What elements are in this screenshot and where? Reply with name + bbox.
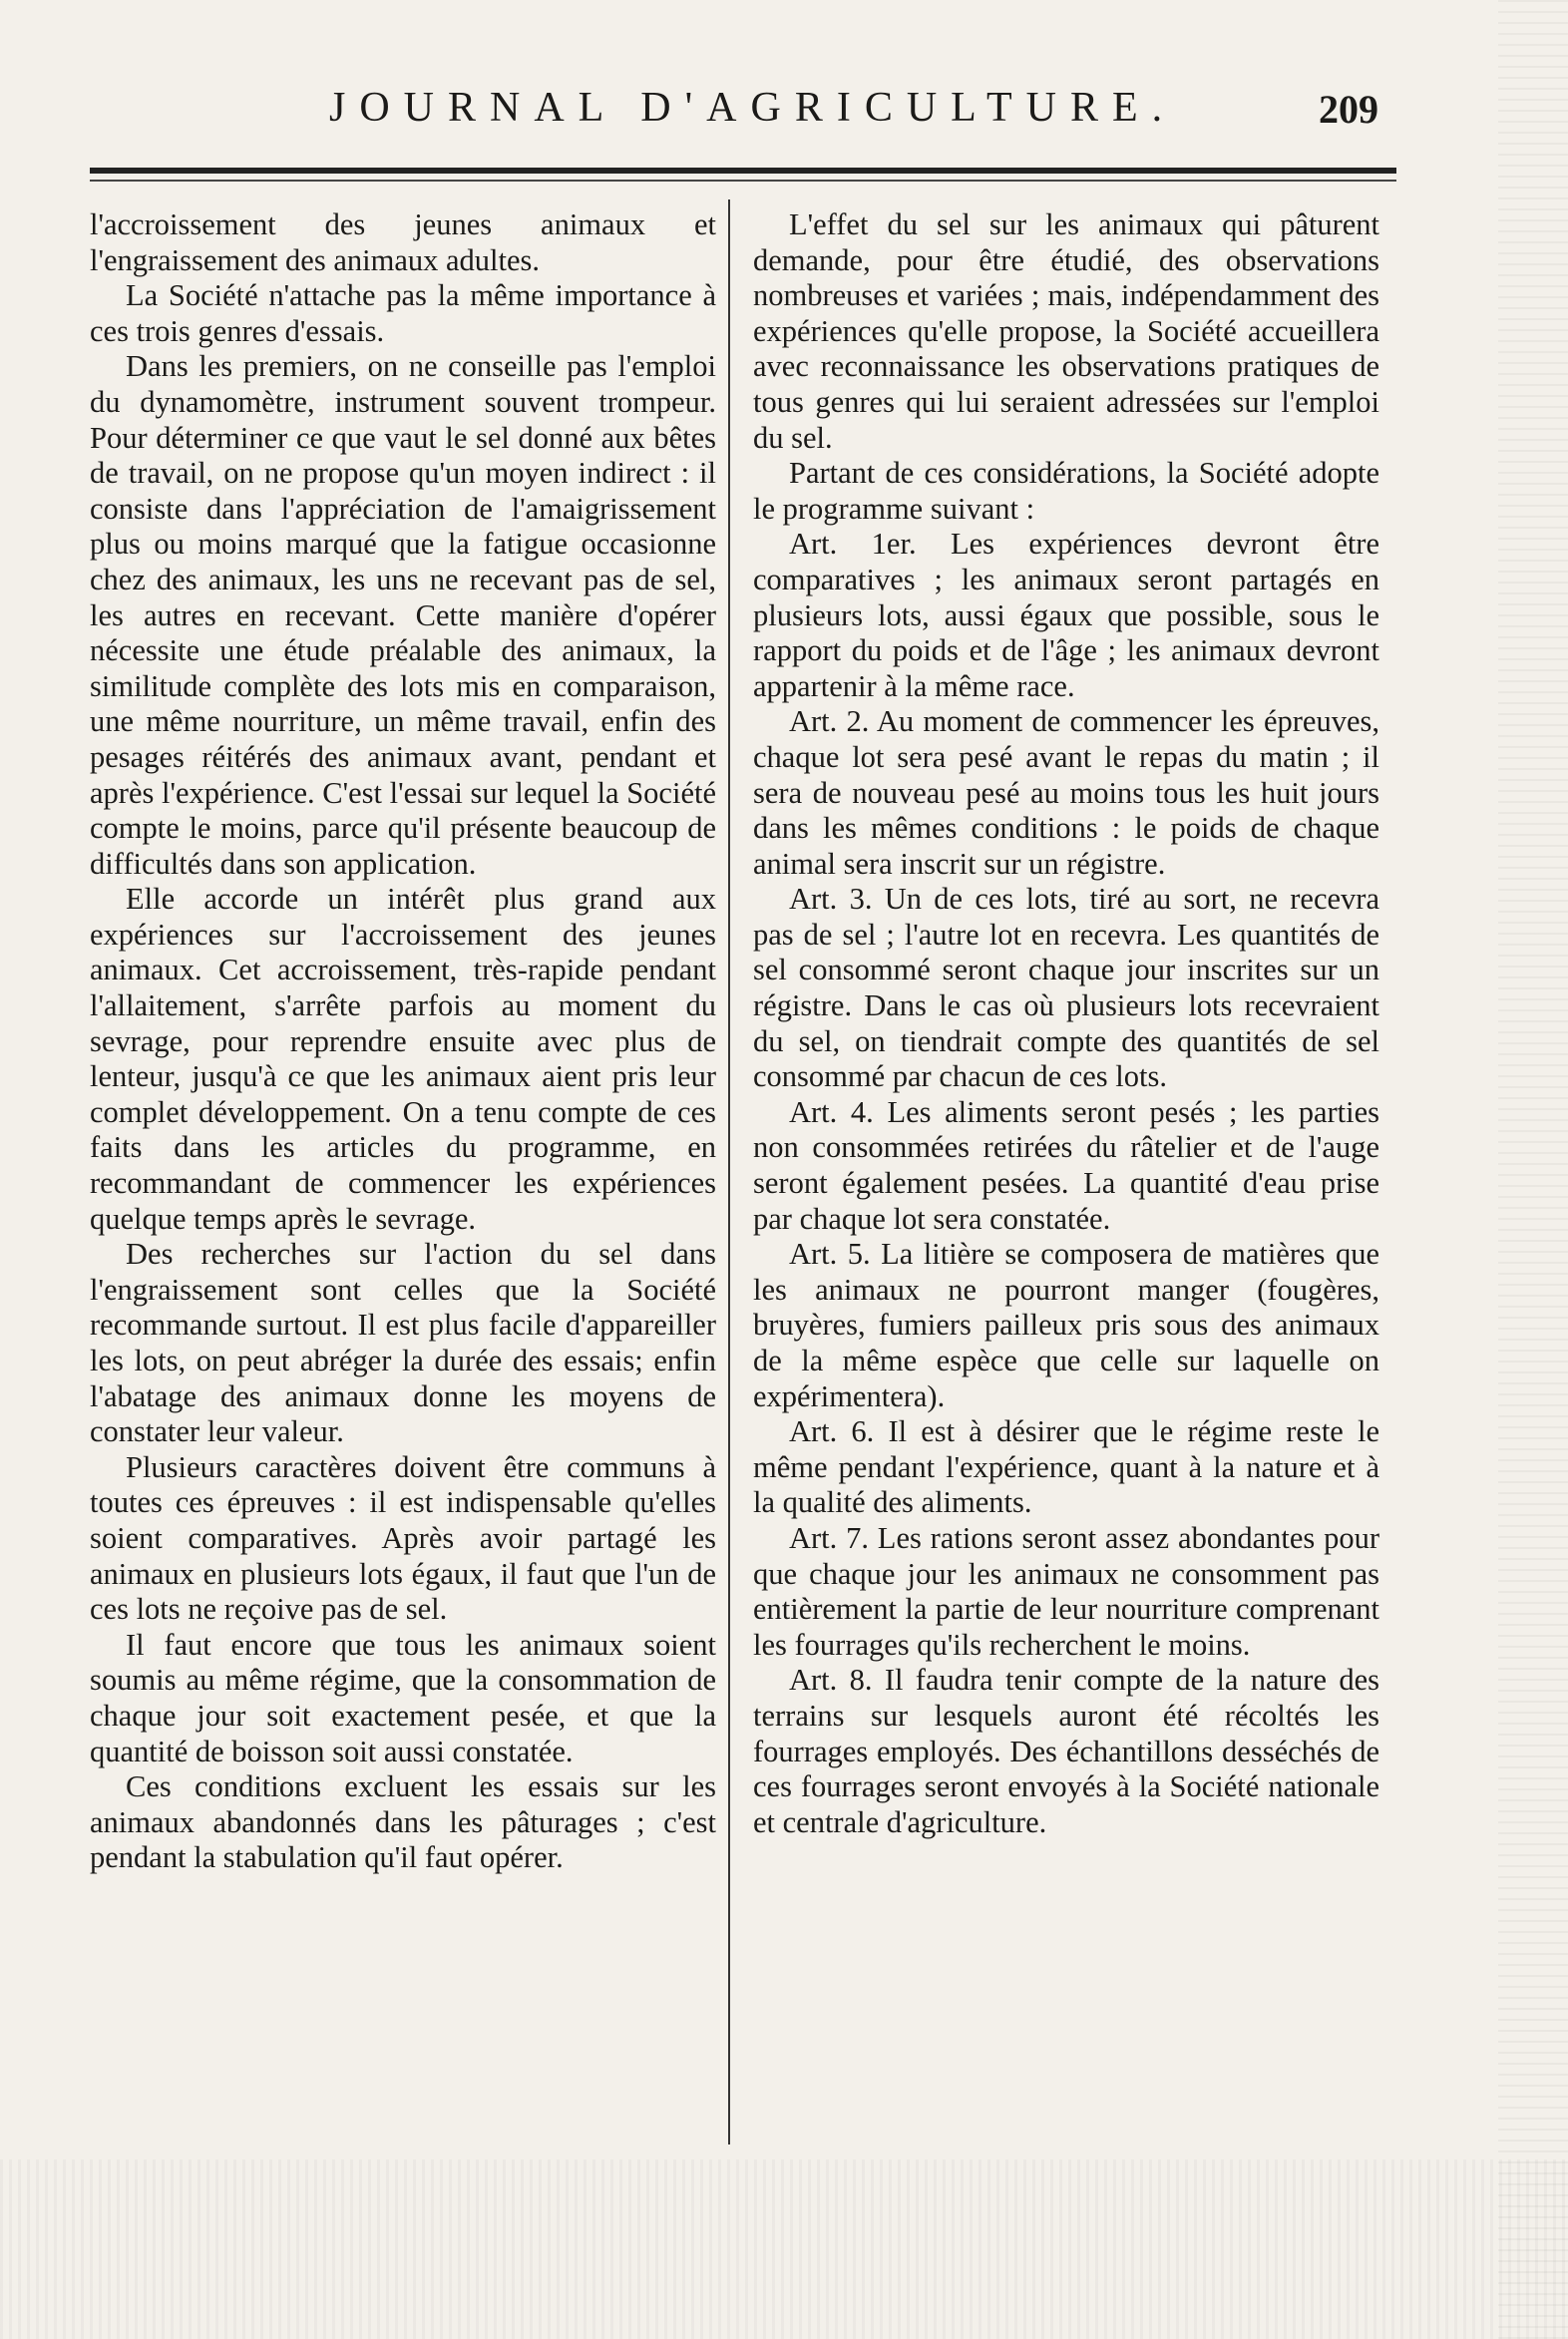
scan-texture: [0, 2159, 1568, 2339]
paragraph: L'effet du sel sur les animaux qui pâturent demande, pour être étudié, des observations nombreuses et variées ; mais, indépendamment des expériences qu'elle propose, la Société accueillera avec reconnaissance les observations pratiques de tous genres qui lui seraient adressées sur l'emploi du sel.: [753, 207, 1379, 455]
article-1: Art. 1er. Les expériences devront être comparatives ; les animaux seront partagés en plusieurs lots, aussi égaux que possible, sous le rapport du poids et de l'âge ; les animaux devront appartenir à la même race.: [753, 527, 1379, 703]
paragraph: Partant de ces considérations, la Société adopte le programme suivant :: [753, 456, 1379, 526]
paragraph: Dans les premiers, on ne conseille pas l'emploi du dynamomètre, instrument souvent trompeur. Pour déterminer ce que vaut le sel donné aux bêtes de travail, on ne propose qu'un moyen indirect : il consiste dans l'appréciation de l'amaigrissement plus ou moins marqué que la fatigue occasionne chez des animaux, les uns ne recevant pas de sel, les autres en recevant. Cette manière d'opérer nécessite une étude préalable des animaux, la similitude complète des lots mis en comparaison, une même nourriture, un même travail, enfin des pesages réitérés des animaux avant, pendant et après l'expérience. C'est l'essai sur lequel la Société compte le moins, parce qu'il présente beaucoup de difficultés dans son application.: [90, 349, 716, 881]
article-3: Art. 3. Un de ces lots, tiré au sort, ne recevra pas de sel ; l'autre lot en recevra. Les quantités de sel consommé seront chaque jour inscrites sur un régistre. Dans le cas où plusieurs lots recevraient du sel, on tiendrait compte des quantités de sel consommé par chacun de ces lots.: [753, 882, 1379, 1094]
page-number: 209: [1319, 87, 1378, 132]
paragraph: La Société n'attache pas la même importance à ces trois genres d'essais.: [90, 278, 716, 348]
paragraph: Plusieurs caractères doivent être communs à toutes ces épreuves : il est indispensable qu'elles soient comparatives. Après avoir partagé les animaux en plusieurs lots égaux, il faut que l'un de ces lots ne reçoive pas de sel.: [90, 1449, 716, 1627]
article-6: Art. 6. Il est à désirer que le régime reste le même pendant l'expérience, quant à la nature et à la qualité des aliments.: [753, 1414, 1379, 1520]
article-5: Art. 5. La litière se composera de matières que les animaux ne pourront manger (fougères, bruyères, fumiers pailleux pris sous des animaux de la même espèce que celle sur laquelle on expérimentera).: [753, 1237, 1379, 1413]
left-column: [90, 207, 716, 1876]
header-rule-thin: [90, 180, 1396, 182]
header-rule: [90, 168, 1396, 174]
paragraph: l'accroissement des jeunes animaux et l'engraissement des animaux adultes.: [90, 207, 716, 277]
paragraph: Il faut encore que tous les animaux soient soumis au même régime, que la consommation de chaque jour soit exactement pesée, et que la quantité de boisson soit aussi constatée.: [90, 1627, 716, 1768]
paragraph: Des recherches sur l'action du sel dans l'engraissement sont celles que la Société recommande surtout. Il est plus facile d'appareiller les lots, on peut abréger la durée des essais; enfin l'abatage des animaux donne les moyens de constater leur valeur.: [90, 1237, 716, 1449]
journal-title: JOURNAL D'AGRICULTURE.: [329, 85, 1177, 131]
paragraph: Ces conditions excluent les essais sur les animaux abandonnés dans les pâturages ; c'est pendant la stabulation qu'il faut opérer.: [90, 1769, 716, 1875]
article-4: Art. 4. Les aliments seront pesés ; les parties non consommées retirées du râtelier et de l'auge seront également pesées. La quantité d'eau prise par chaque lot sera constatée.: [753, 1094, 1379, 1236]
paragraph: Elle accorde un intérêt plus grand aux expériences sur l'accroissement des jeunes animaux. Cet accroissement, très-rapide pendant l'allaitement, s'arrête parfois au moment du sevrage, pour reprendre ensuite avec plus de lenteur, jusqu'à ce que les animaux aient pris leur complet développement. On a tenu compte de ces faits dans les articles du programme, en recommandant de commencer les expériences quelque temps après le sevrage.: [90, 882, 716, 1236]
running-head: [0, 78, 1568, 148]
article-7: Art. 7. Les rations seront assez abondantes pour que chaque jour les animaux ne consomment pas entièrement la partie de leur nourriture comprenant les fourrages qu'ils recherchent le moins.: [753, 1520, 1379, 1662]
article-8: Art. 8. Il faudra tenir compte de la nature des terrains sur lesquels auront été récoltés les fourrages employés. Des échantillons desséchés de ces fourrages seront envoyés à la Société nationale et centrale d'agriculture.: [753, 1663, 1379, 1839]
article-2: Art. 2. Au moment de commencer les épreuves, chaque lot sera pesé avant le repas du matin ; il sera de nouveau pesé au moins tous les huit jours dans les mêmes conditions : le poids de chaque animal sera inscrit sur un régistre.: [753, 704, 1379, 881]
scan-edge: [1498, 0, 1568, 2339]
right-column: [753, 207, 1379, 1840]
column-divider: [728, 199, 730, 2144]
